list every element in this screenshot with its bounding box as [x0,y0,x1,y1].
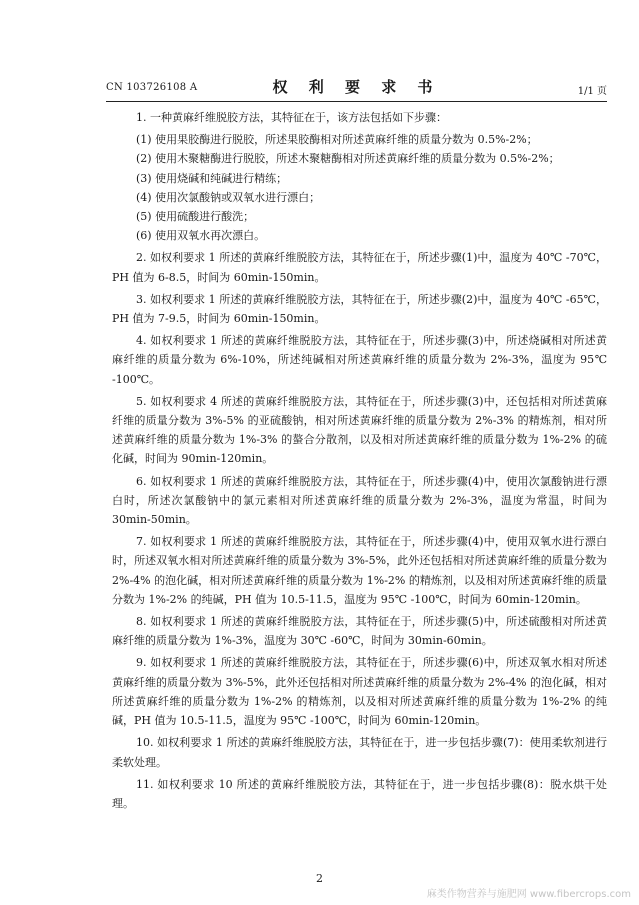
patent-number: CN 103726108 A [106,82,198,93]
claim-2: 2. 如权利要求 1 所述的黄麻纤维脱胶方法，其特征在于，所述步骤(1)中，温度为 40℃ -70℃，PH 值为 6-8.5，时间为 60min-150min。 [112,251,607,284]
header-divider [106,101,607,102]
claim-1-step: (6) 使用双氧水再次漂白。 [136,229,266,243]
claim-6: 6. 如权利要求 1 所述的黄麻纤维脱胶方法，其特征在于，所述步骤(4)中，使用次氯酸钠进行漂白时，所述次氯酸钠中的氯元素相对所述黄麻纤维的质量分数为 2%-3%，温度为常温，时间为 30min-50min。 [112,474,607,527]
claim-9: 9. 如权利要求 1 所述的黄麻纤维脱胶方法，其特征在于，所述步骤(6)中，所述双氧水相对所述黄麻纤维的质量分数为 3%-5%，此外还包括相对所述黄麻纤维的质量分数为 2%-4% 的泡化碱，相对所述黄麻纤维的质量分数为 1%-2% 的精炼剂，以及相对所述黄麻纤维的质量分数为 1%-2% 的纯碱，PH 值为 10.5-11.5，温度为 95℃ -100℃，时间为 60min-120min。 [112,656,607,728]
claim-1-step: (2) 使用木聚糖酶进行脱胶，所述木聚糖酶相对所述黄麻纤维的质量分数为 0.5%-2%； [136,152,560,166]
claim-1-intro: 1. 一种黄麻纤维脱胶方法，其特征在于，该方法包括如下步骤： [136,111,447,124]
claim-1-step: (1) 使用果胶酶进行脱胶，所述果胶酶相对所述黄麻纤维的质量分数为 0.5%-2%； [136,133,538,147]
claim-3: 3. 如权利要求 1 所述的黄麻纤维脱胶方法，其特征在于，所述步骤(2)中，温度为 40℃ -65℃，PH 值为 7-9.5，时间为 60min-150min。 [112,292,607,326]
claim-7: 7. 如权利要求 1 所述的黄麻纤维脱胶方法，其特征在于，所述步骤(4)中，使用双氧水进行漂白时，所述双氧水相对所述黄麻纤维的质量分数为 3%-5%，此外还包括相对所述黄麻纤维的质量分数为 2%-4% 的泡化碱，相对所述黄麻纤维的质量分数为 1%-2% 的精炼剂，以及相对所述黄麻纤维的质量分数为 1%-2% 的纯碱，PH 值为 10.5-11.5，温度为 95℃ -100℃，时间为 60min-120min。 [112,535,607,606]
claim-10: 10. 如权利要求 1 所述的黄麻纤维脱胶方法，其特征在于，进一步包括步骤(7)：使用柔软剂进行柔软处理。 [112,736,607,769]
page-indicator: 1/1 页 [577,86,607,97]
page-number: 2 [316,872,323,885]
claims-body [112,108,607,816]
claim-1-step: (4) 使用次氯酸钠或双氧水进行漂白； [136,190,321,204]
site-watermark: 麻类作物营养与施肥网 www.fibercrops.com [426,889,631,900]
claim-4: 4. 如权利要求 1 所述的黄麻纤维脱胶方法，其特征在于，所述步骤(3)中，所述烧碱相对所述黄麻纤维的质量分数为 6%-10%，所述纯碱相对所述黄麻纤维的质量分数为 2%-3%，温度为 95℃ -100℃。 [112,334,607,386]
claim-11: 11. 如权利要求 10 所述的黄麻纤维脱胶方法，其特征在于，进一步包括步骤(8)：脱水烘干处理。 [112,777,607,810]
document-title: 权 利 要 求 书 [272,78,441,96]
claim-1-step: (5) 使用硫酸进行酸洗； [136,210,255,224]
claim-5: 5. 如权利要求 4 所述的黄麻纤维脱胶方法，其特征在于，所述步骤(3)中，还包括相对所述黄麻纤维的质量分数为 3%-5% 的亚硫酸钠，相对所述黄麻纤维的质量分数为 2%-3% 的精炼剂，相对所述黄麻纤维的质量分数为 1%-3% 的螯合分散剂，以及相对所述黄麻纤维的质量分数为 1%-2% 的硫化碱，时间为 90min-120min。 [112,394,607,466]
claim-1-step: (3) 使用烧碱和纯碱进行精练； [136,171,288,185]
page-header [106,76,607,98]
claim-8: 8. 如权利要求 1 所述的黄麻纤维脱胶方法，其特征在于，所述步骤(5)中，所述硫酸相对所述黄麻纤维的质量分数为 1%-3%，温度为 30℃ -60℃，时间为 30min-60min。 [112,615,607,648]
